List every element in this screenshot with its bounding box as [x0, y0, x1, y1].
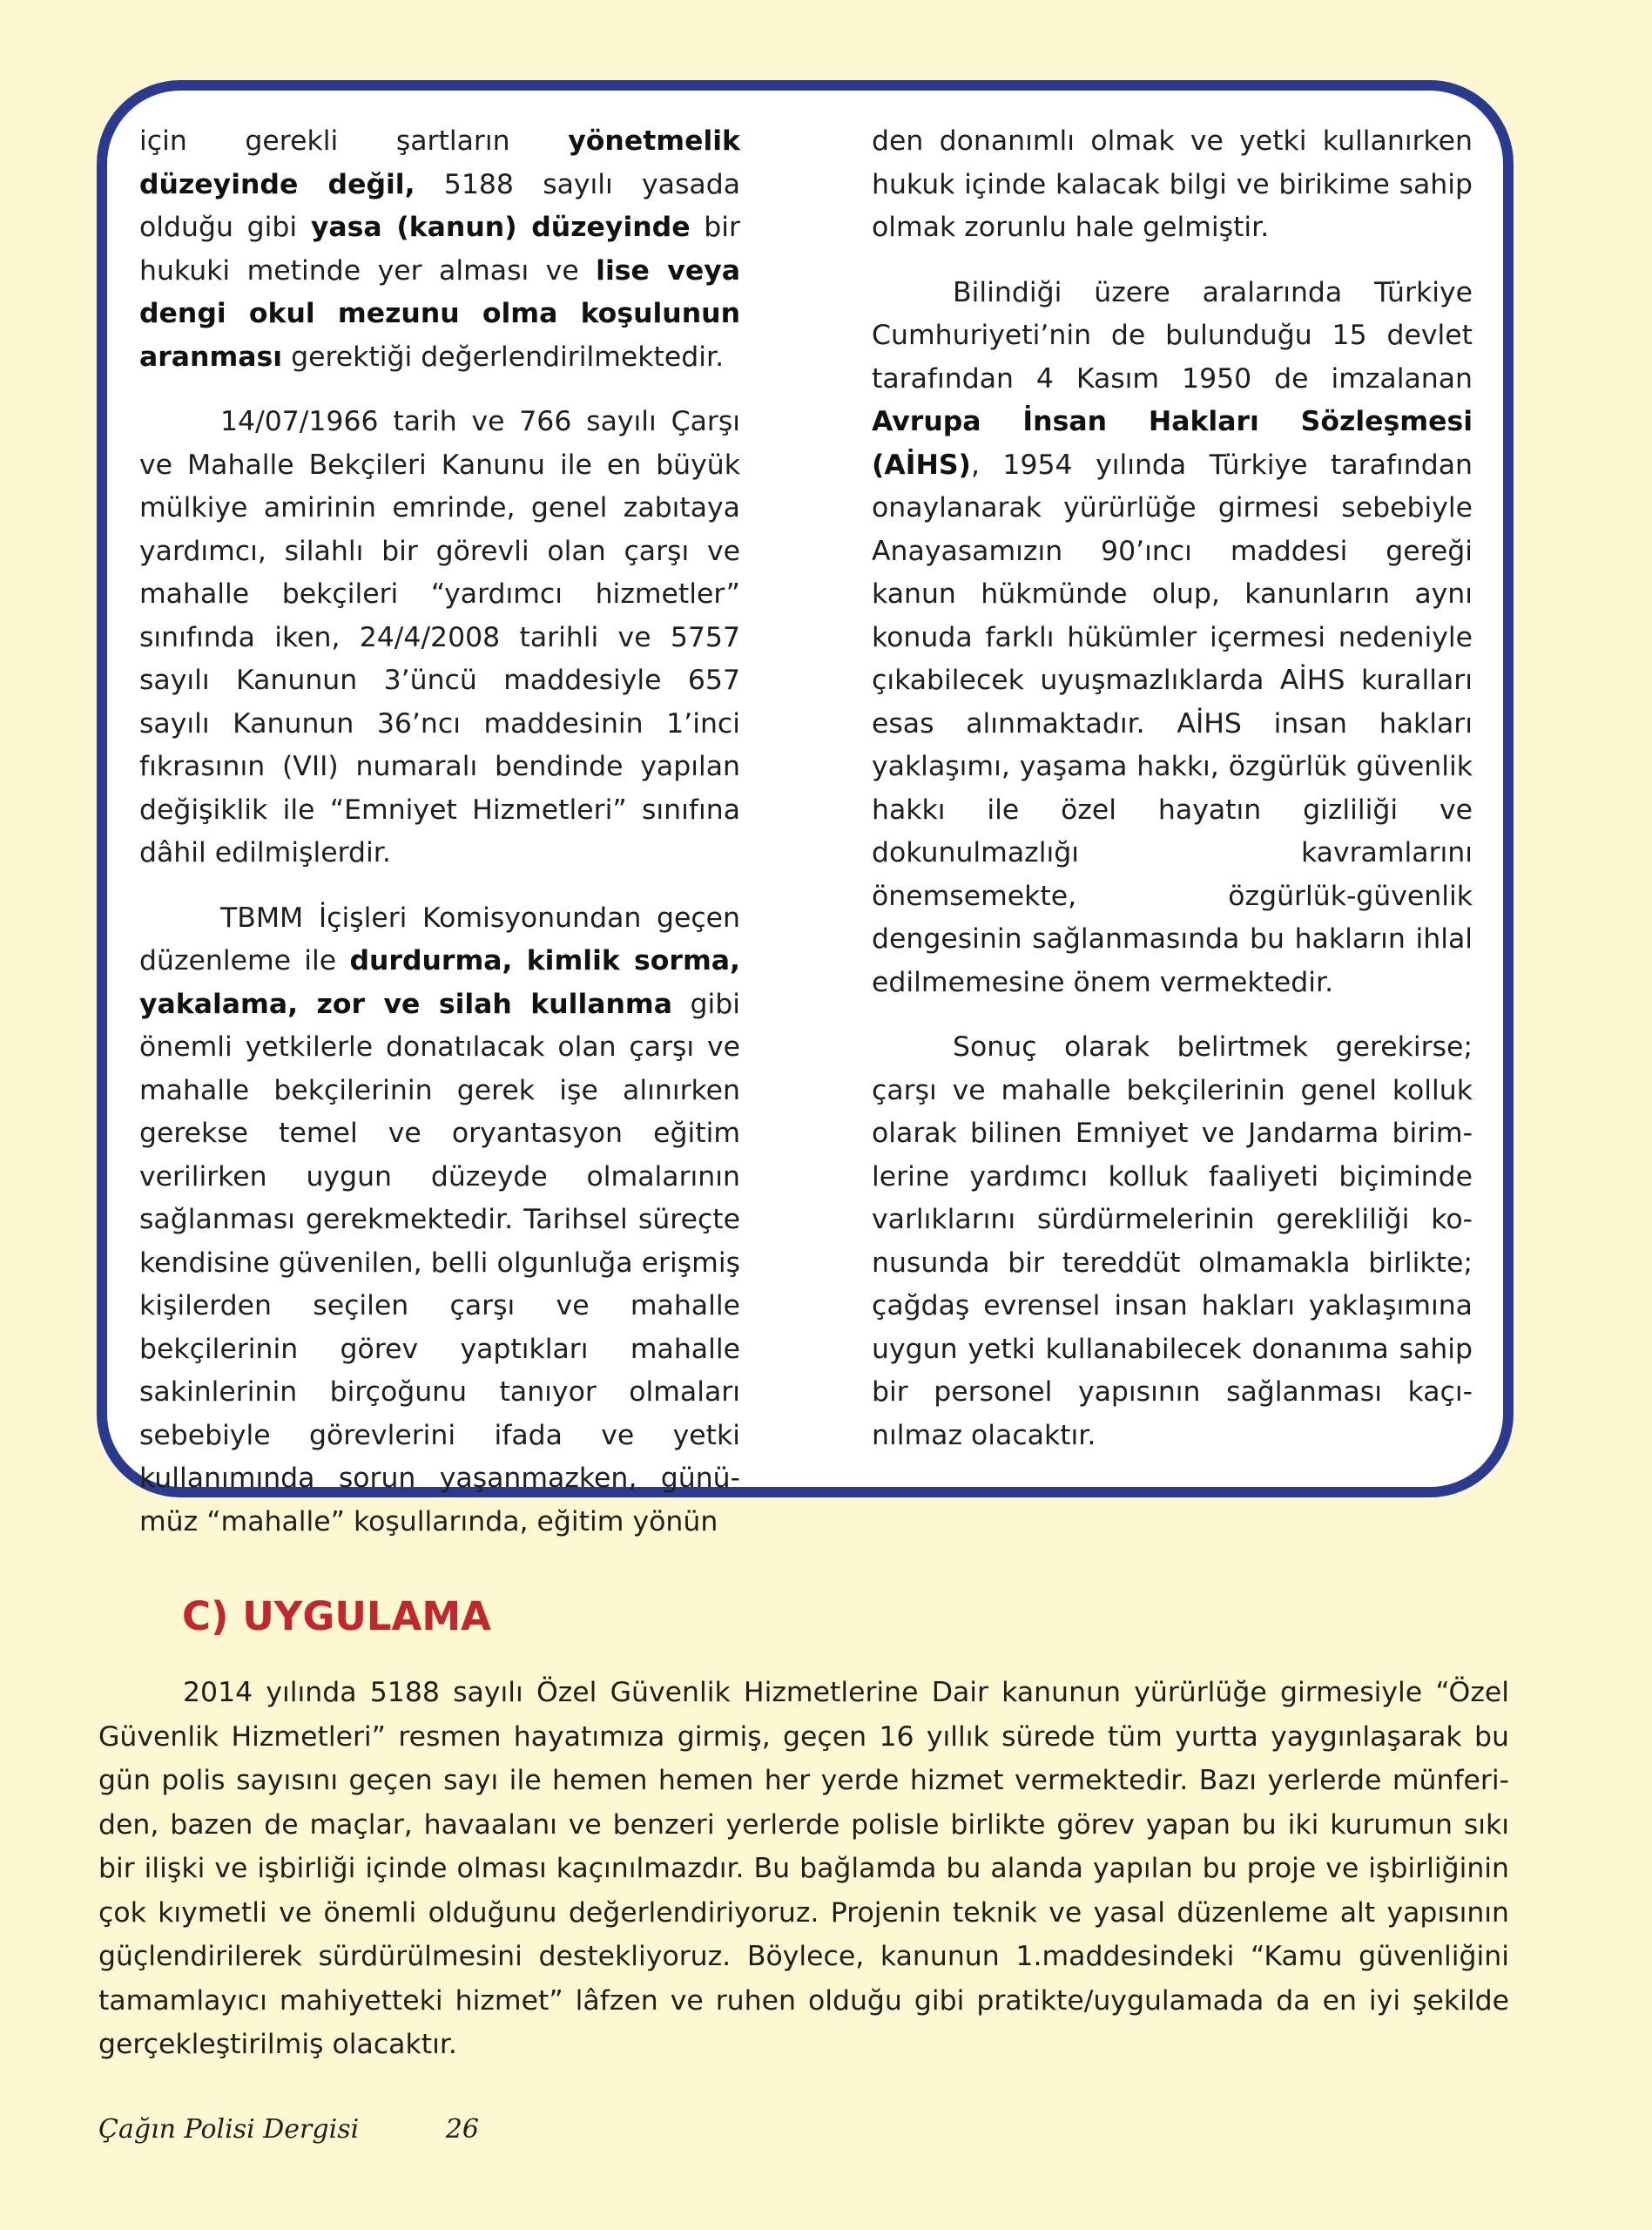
- bold-text: Avrupa İnsan Hakları Sözleşmesi (AİHS): [872, 406, 1473, 481]
- right-column: [872, 120, 1473, 1479]
- text-run: 14/07/1966 tarih ve 766 sayılı Çarşı ve Mahalle Bekçileri Kanunu ile en büyük mülkiye amirinin emrinde, genel zabıtaya yardımcı, silahlı bir görevli olan çarşı ve mahalle bekçileri “yardımcı hizmetler” sınıfında iken, 24/4/2008 tarihli ve 5757 sayılı Kanunun 3’üncü maddesiyle 657 sayılı Kanunun 36’ncı maddesinin 1’inci fıkrasının (VII) numaralı bendinde yapılan değişiklik ile “Emniyet Hizmetleri” sınıfına dâhil edilmişlerdir.: [139, 406, 740, 868]
- paragraph: [139, 401, 740, 875]
- paragraph: [139, 897, 740, 1544]
- text-run: bir hukuki metinde yer alması ve: [139, 212, 740, 287]
- paragraph: [139, 120, 740, 379]
- bold-text: yasa (kanun) düzeyinde: [310, 212, 691, 243]
- text-run: gerektiği değerlendirilmektedir.: [282, 341, 725, 373]
- text-run: gibi önemli yetkilerle donatılacak olan çarşı ve mahalle bekçilerinin gerek işe alınırken gerekse temel ve oryantasyon eğitim verilirken uygun düzeyde olmalarının sağlanması gerekmektedir. Tarihsel süreçte kendisine güvenilen, belli olgunluğa erişmiş kişilerden seçilen çarşı ve mahalle bekçilerinin görev yaptıkları mahalle sakinlerinin birçoğunu tanıyor olmaları sebebiyle görevlerini ifada ve yetki kullanımında sorun yaşanmazken, günümüz “mahalle” koşullarında, eğitim yönün: [139, 988, 740, 1537]
- bold-text: lise veya dengi okul mezunu olma koşulunun aranması: [139, 254, 740, 373]
- paragraph: [872, 272, 1473, 1005]
- text-run: için gerekli şartların: [139, 125, 569, 157]
- left-column: [139, 120, 740, 1565]
- text-run: 5188 sayılı yasada olduğu gibi: [139, 168, 740, 243]
- bold-text: yönetmelik düzeyinde değil,: [139, 125, 740, 200]
- bold-text: durdurma, kimlik sorma, yakalama, zor ve silah kullanma: [139, 945, 740, 1020]
- section-heading: C) UYGULAMA: [182, 1593, 491, 1639]
- paragraph: [872, 1026, 1473, 1457]
- page-number: 26: [445, 2114, 479, 2145]
- text-run: TBMM İçişleri Komisyonundan geçen düzenleme ile: [139, 902, 740, 976]
- text-run: den donanımlı olmak ve yetki kullanırken hukuk içinde kalacak bilgi ve birikime sahip olmak zorunlu hale gelmiştir.: [872, 125, 1473, 243]
- text-run: Sonuç olarak belirtmek gerekirse; çarşı ve mahalle bekçilerinin genel kolluk olarak bilinen Emniyet ve Jandarma birimlerine yardımcı kolluk faaliyeti biçiminde varlıklarını sürdürmelerinin gerekliliği konusunda bir tereddüt olmamakla birlikte; çağdaş evrensel insan hakları yaklaşımına uygun yetki kullanabilecek donanıma sahip bir personel yapısının sağlanması kaçınılmaz olacaktır.: [872, 1031, 1473, 1451]
- magazine-name: Çağın Polisi Dergisi: [98, 2114, 360, 2145]
- text-run: Bilindiği üzere aralarında Türkiye Cumhuriyeti’nin de bulunduğu 15 devlet tarafından 4 Kasım 1950 de imzalanan: [872, 276, 1473, 395]
- section-body: 2014 yılında 5188 sayılı Özel Güvenlik Hizmetlerine Dair kanunun yürürlüğe girmesiyle “Özel Güvenlik Hizmetleri” resmen hayatımıza girmiş, geçen 16 yıllık sürede tüm yurtta yaygınlaşarak bu gün polis sayısını geçen sayı ile hemen hemen her yerde hizmet vermektedir. Bazı yerlerde münferiden, bazen de maçlar, havaalanı ve benzeri yerlerde polisle birlikte görev yapan bu iki kurumun sıkı bir ilişki ve işbirliği içinde olması kaçınılmazdır. Bu bağlamda bu alanda yapılan bu proje ve işbirliğinin çok kıymetli ve önemli olduğunu değerlendiriyoruz. Projenin teknik ve yasal düzenleme alt yapısının güçlendirilerek sürdürülmesini destekliyoruz. Böylece, kanunun 1.maddesindeki “Kamu güvenliğini tamamlayıcı mahiyetteki hizmet” lâfzen ve ruhen olduğu gibi pratikte/uygulamada da en iyi şekilde gerçekleştirilmiş olacaktır.: [98, 1677, 1509, 2060]
- paragraph: [872, 120, 1473, 250]
- text-run: , 1954 yılında Türkiye tarafından onaylanarak yürürlüğe girmesi sebebiyle Anayasamızın 90’ıncı maddesi gereği kanun hükmünde olup, kanunların aynı konuda farklı hükümler içermesi nedeniyle çıkabilecek uyuşmazlıklarda AİHS kuralları esas alınmaktadır. AİHS insan hakları yaklaşımı, yaşama hakkı, özgürlük güvenlik hakkı ile özel hayatın gizliliği ve dokunulmazlığı kavramlarını önemsemekte, özgürlük-güvenlik dengesinin sağlanmasında bu hakların ihlal edilmemesine önem vermektedir.: [872, 449, 1473, 998]
- page-footer: [98, 2114, 479, 2145]
